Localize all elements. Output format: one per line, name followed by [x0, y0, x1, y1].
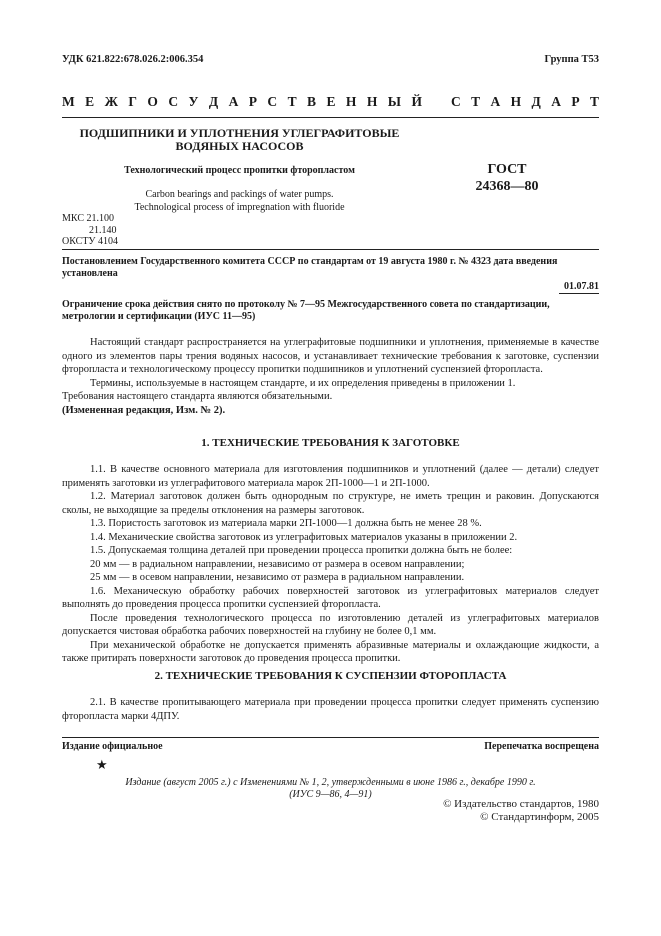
banner-left: [62, 94, 422, 110]
section-1-body: [62, 463, 599, 666]
edition-note-line-1: Издание (август 2005 г.) с Изменениями № 1, 2, утвержденными в июне 1986 г., декабре 1990 г.: [125, 777, 536, 788]
intro-paragraph-1: Настоящий стандарт распространяется на углеграфитовые подшипники и уплотнения, применяемые в качестве одного из элементов пары трения водяных насосов, и устанавливает технические требования к заготовке, суспензии фторопласта и технологическому процессу пропитки подшипников и уплотнений суспензией фторопласта.: [62, 337, 599, 375]
mks-code-2: 21.140: [89, 224, 117, 236]
english-title-line-1: Carbon bearings and packings of water pumps.: [145, 189, 334, 200]
english-title-line-2: Technological process of impregnation with fluoride: [134, 201, 345, 213]
gost-number: 24368—80: [475, 179, 539, 194]
banner-letter: Д: [208, 94, 219, 109]
gost-designation: [462, 161, 552, 195]
banner-letter: Н: [510, 94, 522, 109]
banner-letter: Н: [345, 94, 357, 109]
official-edition-label: Издание официальное: [62, 741, 163, 752]
limit-removal-note: Ограничение срока действия снято по протоколу № 7—95 Межгосударственного совета по стандартизации, метрологии и сертификации (ИУС 11—95): [62, 299, 550, 322]
banner-letter: Ы: [387, 94, 402, 109]
banner-letter: Т: [589, 94, 599, 109]
title-rule: [62, 249, 599, 250]
clause-1-5-radial: 20 мм — в радиальном направлении, независимо от размера в осевом направлении;: [90, 558, 465, 570]
english-title: [62, 189, 417, 214]
clause-1-3: 1.3. Пористость заготовок из материала марки 2П-1000—1 должна быть не менее 28 %.: [90, 518, 482, 529]
clause-1-6-restriction: При механической обработке не допускается применять абразивные материалы и охлаждающие жидкости, а также притирать поверхности заготовок до проведения процесса пропитки.: [62, 639, 599, 664]
clause-1-6: 1.6. Механическую обработку рабочих поверхностей заготовок из углеграфитовых материалов следует выполнять до проведения процесса пропитки суспензией фторопласта.: [62, 585, 599, 610]
edition-note-line-2: (ИУС 9—86, 4—91): [289, 789, 372, 800]
gost-label: ГОСТ: [487, 162, 527, 177]
intro-section: [62, 336, 599, 417]
banner-letter: С: [168, 94, 179, 109]
star-icon: ★: [96, 757, 108, 772]
banner-letter: Е: [326, 94, 336, 109]
title-line-2: ВОДЯНЫХ НАСОСОВ: [175, 139, 304, 153]
banner-letter: С: [451, 94, 461, 109]
classification-codes: [62, 213, 118, 248]
clause-1-1: 1.1. В качестве основного материала для изготовления подшипников и уплотнений (далее — детали) следует применять заготовки из углеграфитового материала марок 2П-1000—1 и 2П-1000.: [62, 464, 599, 489]
banner-letter: С: [267, 94, 278, 109]
banner-letter: О: [147, 94, 158, 109]
copyright-block: [443, 798, 599, 824]
section-2-title: 2. ТЕХНИЧЕСКИЕ ТРЕБОВАНИЯ К СУСПЕНЗИИ ФТОРОПЛАСТА: [154, 670, 507, 682]
banner-letter: Н: [366, 94, 378, 109]
section-2-body: [62, 696, 599, 723]
clause-2-1: 2.1. В качестве пропитывающего материала при проведении процесса пропитки следует применять суспензию фторопласта марки 4ДПУ.: [62, 697, 599, 722]
date-underline: [559, 293, 599, 294]
clause-1-5-axial: 25 мм — в осевом направлении, независимо от размера в радиальном направлении.: [90, 572, 465, 583]
clause-1-5: 1.5. Допускаемая толщина деталей при проведении процесса пропитки должна быть не более:: [90, 545, 513, 556]
intro-paragraph-2: Термины, используемые в настоящем стандарте, и их определения приведены в приложении 1.: [90, 377, 516, 389]
standard-banner: [62, 94, 599, 110]
document-title: [62, 127, 417, 153]
banner-right: [451, 94, 599, 110]
mks-code-1: МКС 21.100: [62, 213, 114, 224]
banner-letter: Р: [571, 94, 580, 109]
intro-amendment-note: (Измененная редакция, Изм. № 2).: [62, 404, 226, 416]
group-code: Группа Т53: [544, 54, 599, 65]
banner-letter: А: [490, 94, 501, 109]
title-line-1: ПОДШИПНИКИ И УПЛОТНЕНИЯ УГЛЕГРАФИТОВЫЕ: [79, 126, 400, 140]
banner-letter: Е: [85, 94, 95, 109]
footer-rule: [62, 737, 599, 738]
effective-date: 01.07.81: [564, 281, 599, 292]
clause-1-2: 1.2. Материал заготовок должен быть однородным по структуре, не иметь трещин и раковин. Допускаются сколы, не выходящие за пределы отклонения на размеры заготовок.: [62, 491, 599, 516]
banner-letter: Р: [248, 94, 257, 109]
section-1-title: 1. ТЕХНИЧЕСКИЕ ТРЕБОВАНИЯ К ЗАГОТОВКЕ: [201, 437, 460, 449]
document-subtitle: Технологический процесс пропитки фторопластом: [124, 165, 355, 176]
banner-letter: У: [188, 94, 199, 109]
decree-text: Постановлением Государственного комитета СССР по стандартам от 19 августа 1980 г. № 4323 дата введения установлена: [62, 256, 558, 279]
intro-paragraph-3: Требования настоящего стандарта являются обязательными.: [62, 391, 333, 402]
banner-letter: Т: [287, 94, 297, 109]
reprint-prohibited-label: Перепечатка воспрещена: [484, 741, 599, 752]
clause-1-6-finishing: После проведения технологического процесса по изготовлению деталей из углеграфитовых материалов допускается чистовая обработка рабочих поверхностей на глубину не более 0,1 мм.: [62, 612, 599, 637]
banner-letter: Т: [471, 94, 481, 109]
banner-letter: Д: [531, 94, 541, 109]
banner-letter: А: [551, 94, 561, 109]
clause-1-4: 1.4. Механические свойства заготовок из углеграфитовых материалов указаны в приложении 2.: [90, 531, 518, 543]
udk-code: УДК 621.822:678.026.2:006.354: [62, 54, 204, 65]
banner-letter: Ж: [104, 94, 118, 109]
copyright-publisher-1980: © Издательство стандартов, 1980: [443, 798, 599, 810]
copyright-standartinform-2005: © Стандартинформ, 2005: [480, 811, 599, 823]
banner-letter: А: [228, 94, 239, 109]
banner-letter: Г: [128, 94, 137, 109]
header-rule: [62, 117, 599, 118]
banner-letter: М: [62, 94, 75, 109]
banner-letter: В: [307, 94, 317, 109]
okstu-code: ОКСТУ 4104: [62, 236, 119, 247]
banner-letter: Й: [411, 94, 422, 109]
